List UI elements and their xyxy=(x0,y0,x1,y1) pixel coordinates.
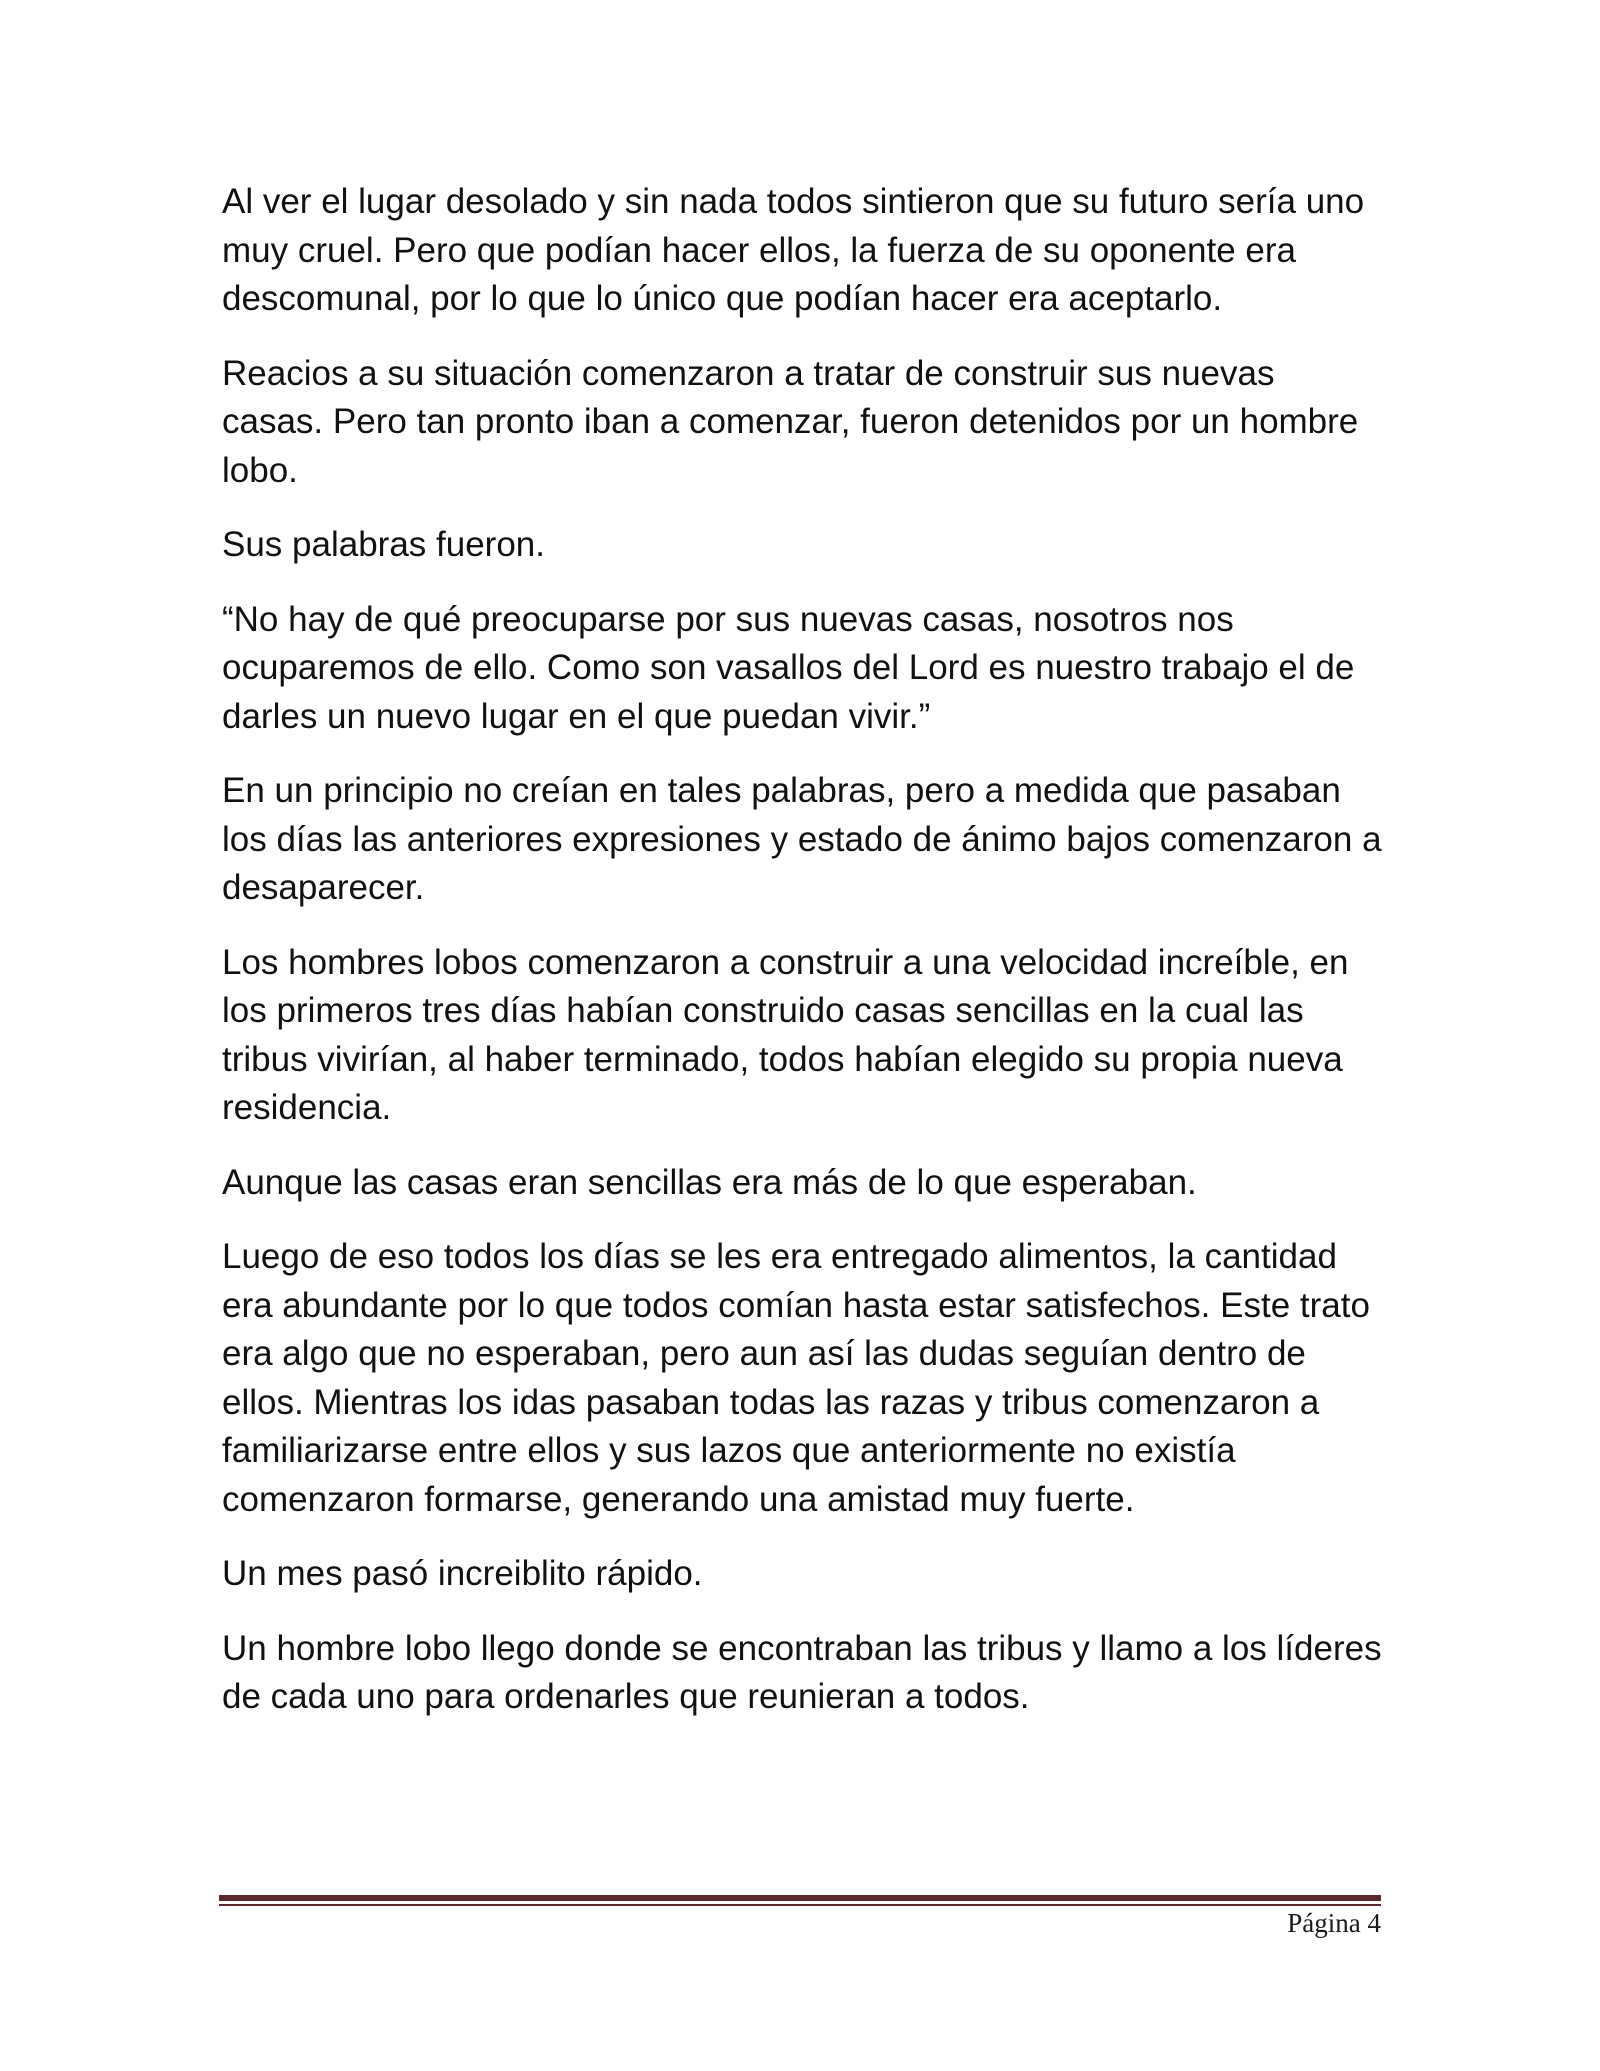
paragraph: “No hay de qué preocuparse por sus nuevas casas, nosotros nos ocuparemos de ello. Como son vasallos del Lord es nuestro trabajo el de darles un nuevo lugar en el que puedan vivir.” xyxy=(222,599,1355,736)
footer-divider xyxy=(219,1895,1381,1907)
paragraph: Reacios a su situación comenzaron a tratar de construir sus nuevas casas. Pero tan pronto iban a comenzar, fueron detenidos por un hombre lobo. xyxy=(222,353,1359,490)
paragraph: Al ver el lugar desolado y sin nada todos sintieron que su futuro sería uno muy cruel. Pero que podían hacer ellos, la fuerza de su oponente era descomunal, por lo que lo único que podían hacer era aceptarlo. xyxy=(222,182,1365,318)
page-number: Página 4 xyxy=(1287,1908,1381,1938)
body-text xyxy=(222,178,1382,1748)
paragraph: Los hombres lobos comenzaron a construir a una velocidad increíble, en los primeros tres días habían construido casas sencillas en la cual las tribus vivirían, al haber terminado, todos habían elegido su propia nueva residencia. xyxy=(222,942,1349,1127)
paragraph: Aunque las casas eran sencillas era más de lo que esperaban. xyxy=(222,1162,1197,1202)
paragraph: En un principio no creían en tales palabras, pero a medida que pasaban los días las anteriores expresiones y estado de ánimo bajos comenzaron a desaparecer. xyxy=(222,771,1382,907)
footer-divider-thick xyxy=(219,1895,1381,1901)
footer-divider-thin xyxy=(219,1904,1381,1906)
paragraph: Sus palabras fueron. xyxy=(222,525,545,564)
paragraph: Un mes pasó increiblito rápido. xyxy=(222,1554,703,1593)
paragraph: Un hombre lobo llego donde se encontraban las tribus y llamo a los líderes de cada uno para ordenarles que reunieran a todos. xyxy=(222,1628,1382,1716)
paragraph: Luego de eso todos los días se les era entregado alimentos, la cantidad era abundante por lo que todos comían hasta estar satisfechos. Este trato era algo que no esperaban, pero aun así las dudas seguían dentro de ellos. Mientras los idas pasaban todas las razas y tribus comenzaron a familiarizarse entre ellos y sus lazos que anteriormente no existía comenzaron formarse, generando una amistad muy fuerte. xyxy=(222,1237,1370,1519)
